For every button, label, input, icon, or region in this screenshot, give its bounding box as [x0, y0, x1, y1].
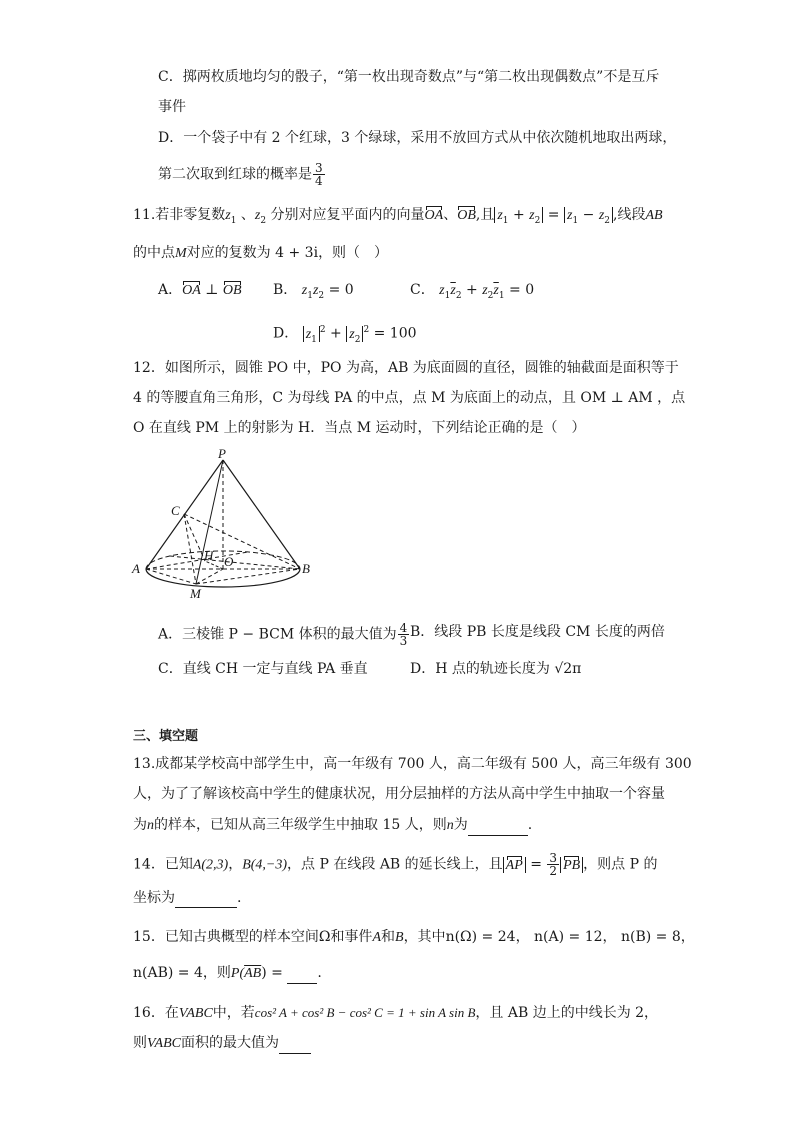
q12-option-b: B．线段 PB 长度是线段 CM 长度的两倍	[410, 624, 665, 640]
q15-answer-blank[interactable]	[287, 969, 317, 984]
q12-option-c: C．直线 CH 一定与直线 PA 垂直	[158, 661, 368, 677]
label-a: A	[132, 561, 140, 576]
q12-option-d: D．H 点的轨迹长度为 √2π	[410, 661, 582, 677]
q11-option-d: D． $z_1^2 + z_2^2 = 100$	[273, 325, 417, 345]
q10-option-d-text: 第二次取到红球的概率是	[158, 166, 312, 183]
q15-line2: n(AB) = 4，则$P(\overline{AB})$ = .	[133, 963, 322, 984]
q12-stem-line1: 12．如图所示，圆锥 PO 中，PO 为高，AB 为底面圆的直径，圆锥的轴截面是面积等于	[133, 360, 679, 376]
q13-line3: 为n的样本，已知从高三年级学生中抽取 15 人，则n为 .	[133, 815, 532, 836]
q11-stem-line2: 的中点M对应的复数为 4 + 3i，则（ ）	[133, 245, 389, 261]
q12-option-a: A．三棱锥 P − BCM 体积的最大值为 $\frac{4}{3}$	[158, 621, 408, 648]
q10-option-d-fraction: $\frac{3}{4}$	[315, 161, 323, 188]
cone-figure	[130, 448, 320, 603]
label-m: M	[190, 586, 201, 601]
q11-option-a: A．OA ⊥ OB	[158, 280, 242, 301]
q14-line1: 14．已知A(2,3)，B(4,−3)，点 P 在线段 AB 的延长线上，且 AP = $\frac{3}{2}$ PB ，则点 P 的	[133, 851, 658, 878]
label-h: H	[204, 548, 214, 563]
q14-answer-blank[interactable]	[175, 893, 237, 908]
label-p: P	[218, 448, 226, 461]
q14-line2: 坐标为 .	[133, 890, 242, 906]
q16-line1: 16．在VABC中，若cos² A + cos² B − cos² C = 1 + sin A sin B，且 AB 边上的中线长为 2，	[133, 1005, 659, 1021]
vector-oa: OA	[425, 206, 444, 226]
q16-line2: 则VABC面积的最大值为	[133, 1033, 311, 1054]
q13-line1: 13.成都某学校高中部学生中，高一年级有 700 人，高二年级有 500 人，高三年级有 300	[133, 756, 692, 772]
q12-stem-line2: 4 的等腰直角三角形，C 为母线 PA 的中点，点 M 为底面上的动点，且 OM ⊥ AM ，点	[133, 390, 686, 406]
q10-option-c-line1: C．掷两枚质地均匀的骰子，“第一枚出现奇数点”与“第二枚出现偶数点”不是互斥	[158, 69, 660, 85]
q11-option-b: B． $z_1z_2 = 0$	[273, 282, 354, 301]
q11-option-c: C． $z_1\overline{z}_2 + z_2\overline{z}_1 = 0$	[410, 282, 535, 301]
q16-answer-blank[interactable]	[279, 1039, 311, 1054]
q11-stem-line1: 11.若非零复数$z_1$ 、$z_2$ 分别对应复平面内的向量OA、OB,且 $z_1 + z_2 = z_1 - z_2$ ,线段AB	[133, 207, 663, 226]
label-b: B	[302, 561, 310, 576]
vector-ob: OB	[457, 206, 476, 226]
base-ellipse-front	[146, 569, 300, 587]
q12-stem-line3: O 在直线 PM 上的射影为 H．当点 M 运动时，下列结论正确的是（ ）	[133, 420, 586, 436]
q13-answer-blank[interactable]	[468, 821, 528, 836]
section-title: 三、填空题	[133, 729, 199, 744]
q10-option-d-line1: D．一个袋子中有 2 个红球，3 个绿球，采用不放回方式从中依次随机地取出两球，	[158, 130, 677, 146]
q10-option-d-line2	[158, 162, 326, 187]
q13-line2: 人，为了了解该校高中学生的健康状况，用分层抽样的方法从高中学生中抽取一个容量	[133, 786, 665, 802]
label-c: C	[171, 503, 180, 518]
q10-option-c-line2: 事件	[158, 99, 186, 115]
q15-line1: 15．已知古典概型的样本空间Ω和事件A和B，其中n(Ω) = 24， n(A) = 12， n(B) = 8，	[133, 929, 695, 945]
label-o: O	[224, 554, 234, 569]
